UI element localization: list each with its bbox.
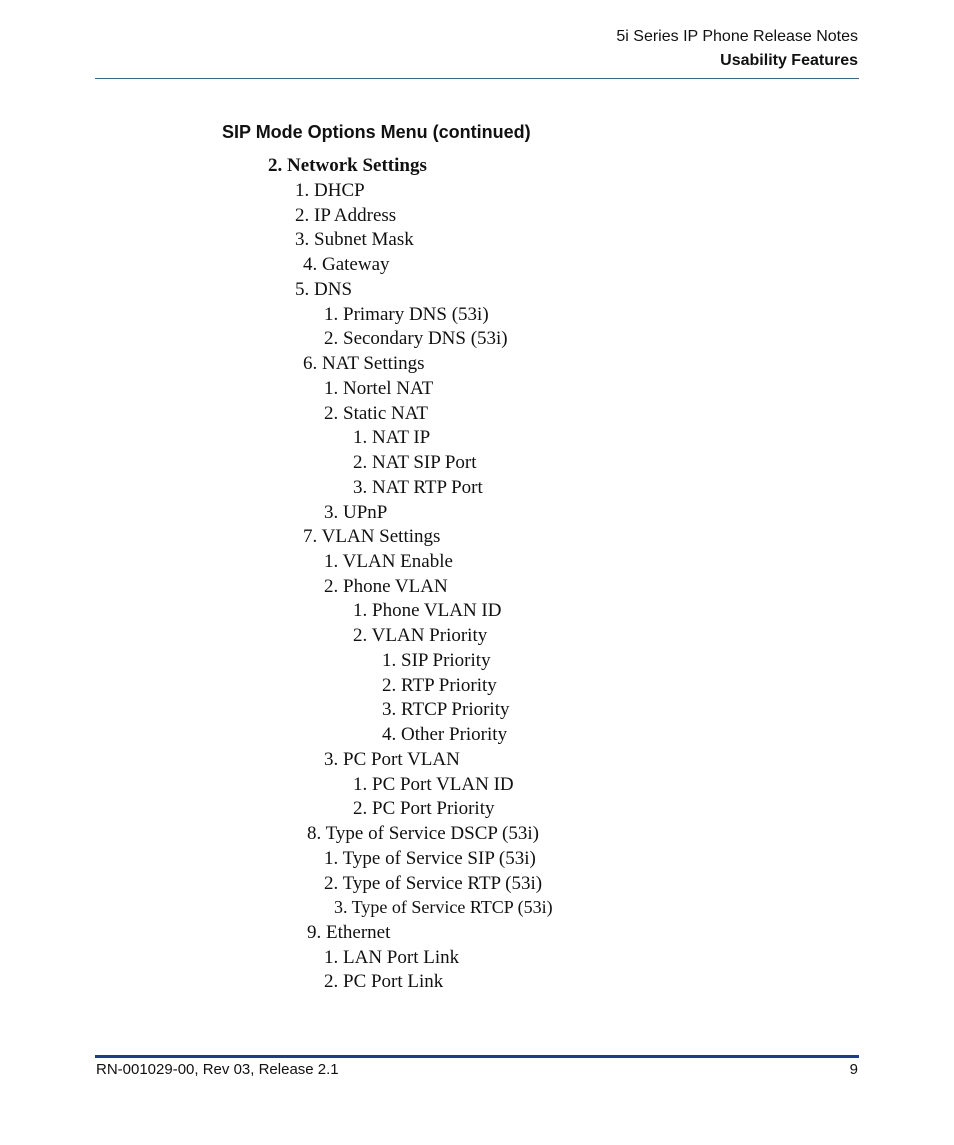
- menu-item: 2. PC Port Link: [324, 971, 444, 992]
- menu-item: 3. NAT RTP Port: [353, 477, 483, 498]
- menu-item: 5. DNS: [295, 279, 353, 300]
- section-title: SIP Mode Options Menu (continued): [222, 122, 531, 142]
- menu-item: 1. Phone VLAN ID: [353, 600, 502, 621]
- menu-item: 3. PC Port VLAN: [324, 749, 460, 770]
- menu-item: 1. Primary DNS (53i): [324, 304, 489, 325]
- menu-item: 2. Phone VLAN: [324, 576, 448, 597]
- menu-item: 4. Other Priority: [382, 724, 508, 745]
- menu-item: 1. PC Port VLAN ID: [353, 774, 514, 795]
- menu-item: 3. UPnP: [324, 502, 388, 523]
- menu-item: 9. Ethernet: [307, 922, 391, 943]
- header-section-name: Usability Features: [720, 52, 858, 69]
- footer-doc-id: RN-001029-00, Rev 03, Release 2.1: [96, 1061, 339, 1078]
- menu-item: 1. NAT IP: [353, 427, 431, 448]
- menu-item: 2. PC Port Priority: [353, 798, 495, 819]
- menu-item: 2. NAT SIP Port: [353, 452, 477, 473]
- menu-item: 8. Type of Service DSCP (53i): [307, 823, 539, 844]
- menu-item: 3. Type of Service RTCP (53i): [334, 897, 553, 917]
- menu-item: 2. RTP Priority: [382, 675, 497, 696]
- menu-item: 1. LAN Port Link: [324, 947, 460, 968]
- menu-item: 1. SIP Priority: [382, 650, 491, 671]
- menu-item: 2. Network Settings: [268, 155, 427, 176]
- header-divider: [95, 78, 859, 79]
- footer-page-number: 9: [849, 1061, 858, 1078]
- menu-item: 1. Type of Service SIP (53i): [324, 848, 536, 869]
- footer-divider: [95, 1055, 859, 1058]
- menu-item: 2. VLAN Priority: [353, 625, 488, 646]
- menu-item: 2. Static NAT: [324, 403, 428, 424]
- menu-item: 4. Gateway: [303, 254, 390, 275]
- menu-item: 2. Type of Service RTP (53i): [324, 873, 543, 894]
- menu-item: 1. VLAN Enable: [324, 551, 453, 572]
- menu-item: 2. IP Address: [295, 205, 397, 226]
- menu-item: 3. RTCP Priority: [382, 699, 510, 720]
- menu-item: 1. Nortel NAT: [324, 378, 434, 399]
- menu-item: 3. Subnet Mask: [295, 229, 414, 250]
- menu-item: 6. NAT Settings: [303, 353, 425, 374]
- menu-item: 1. DHCP: [295, 180, 365, 201]
- header-doc-title: 5i Series IP Phone Release Notes: [616, 28, 858, 45]
- menu-item: 7. VLAN Settings: [303, 526, 441, 547]
- menu-item: 2. Secondary DNS (53i): [324, 328, 508, 349]
